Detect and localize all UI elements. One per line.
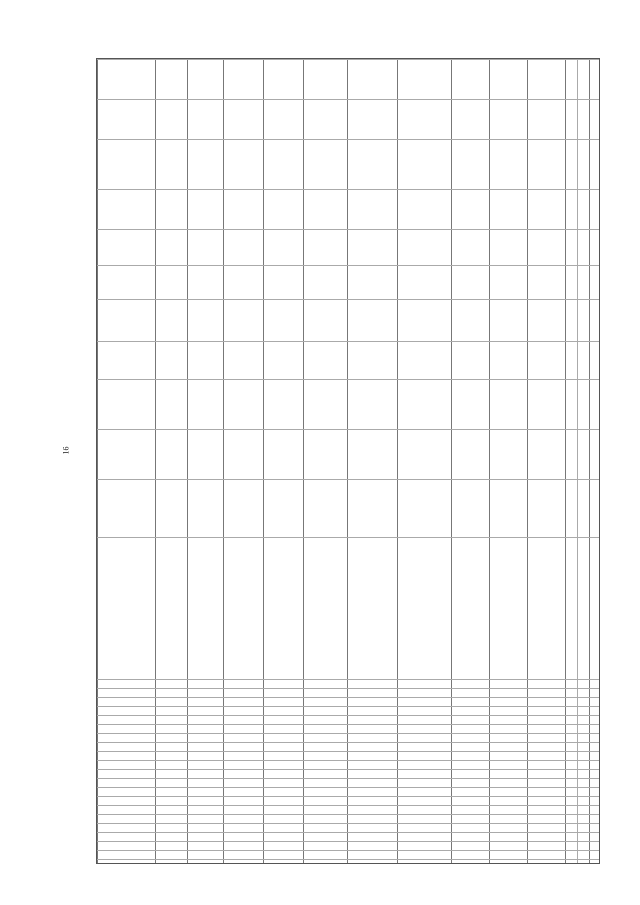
code-col-divider	[97, 724, 599, 725]
code-col-divider	[97, 688, 599, 689]
code-col-divider	[97, 814, 599, 815]
col-divider	[97, 59, 599, 60]
col-divider	[97, 479, 599, 480]
code-col-divider	[97, 805, 599, 806]
col-divider	[97, 379, 599, 380]
col-divider	[97, 229, 599, 230]
code-col-divider	[97, 778, 599, 779]
code-col-divider	[97, 850, 599, 851]
col-divider	[97, 139, 599, 140]
code-col-divider	[97, 769, 599, 770]
col-divider	[97, 189, 599, 190]
page-number: 16	[61, 446, 71, 455]
code-col-divider	[97, 760, 599, 761]
code-col-divider	[97, 697, 599, 698]
code-col-divider	[97, 706, 599, 707]
code-col-divider	[97, 733, 599, 734]
code-col-divider	[97, 859, 599, 860]
col-divider	[97, 99, 599, 100]
code-col-divider	[97, 751, 599, 752]
col-divider	[97, 429, 599, 430]
col-divider	[97, 341, 599, 342]
program-table	[96, 58, 600, 864]
code-col-divider	[97, 832, 599, 833]
code-col-divider	[97, 796, 599, 797]
code-col-divider	[97, 787, 599, 788]
code-col-divider	[97, 742, 599, 743]
code-col-divider	[97, 823, 599, 824]
col-divider	[97, 537, 599, 538]
code-col-divider	[97, 679, 599, 680]
code-col-divider	[97, 715, 599, 716]
col-divider	[97, 265, 599, 266]
code-col-divider	[97, 841, 599, 842]
col-divider	[97, 299, 599, 300]
